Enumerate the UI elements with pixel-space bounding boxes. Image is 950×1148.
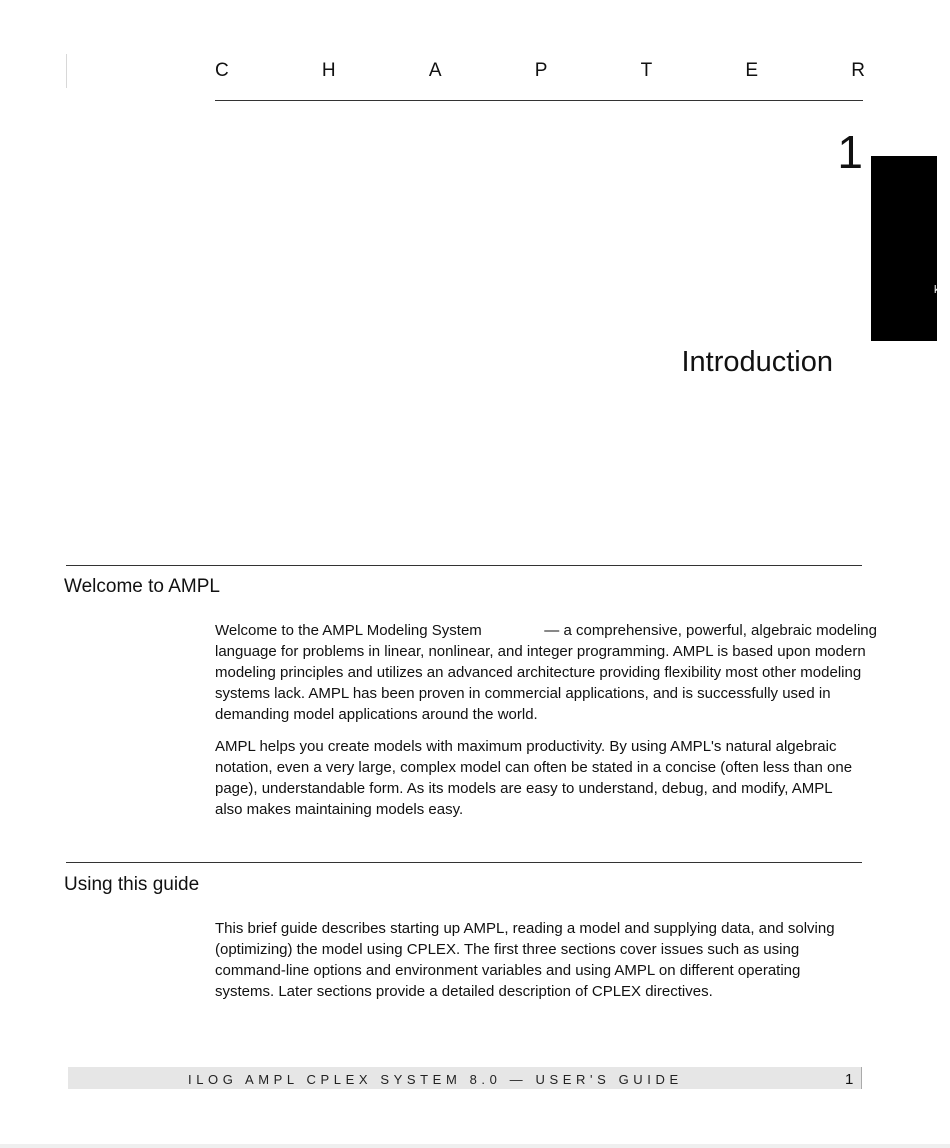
section-heading-using-guide: Using this guide bbox=[64, 874, 200, 895]
body-paragraph: Welcome to the AMPL Modeling System — a comprehensive, powerful, algebraic modeling language for problems in linear, nonlinear, and integer programming. AMPL is based upon modern modeling principles and utilizes an advanced architecture providing flexibility most other modeling systems lack. AMPL has been proven in commercial applications, and is successfully used in demanding model applications around the world. bbox=[215, 622, 877, 723]
thumb-tab-mark: k bbox=[934, 284, 940, 296]
section-rule bbox=[66, 565, 862, 566]
chapter-letter: E bbox=[745, 60, 759, 81]
chapter-letter: A bbox=[428, 60, 442, 81]
chapter-letter: H bbox=[321, 60, 336, 81]
chapter-letter: P bbox=[534, 60, 548, 81]
body-paragraph: This brief guide describes starting up AMPL, reading a model and supplying data, and solving (optimizing) the model using CPLEX. The first three sections cover issues such as using command-line options and environment variables and using AMPL on different operating systems. Later sections provide a detailed description of CPLEX directives. bbox=[215, 920, 835, 1000]
chapter-letter: R bbox=[851, 60, 865, 81]
footer-edge bbox=[861, 1067, 862, 1089]
section-rule bbox=[66, 862, 862, 863]
chapter-letter: C bbox=[215, 60, 229, 81]
page-bottom-edge bbox=[0, 1144, 950, 1148]
section-heading-welcome: Welcome to AMPL bbox=[64, 576, 220, 597]
chapter-label bbox=[215, 60, 865, 82]
footer-running-title: ILOG AMPL CPLEX SYSTEM 8.0 — USER'S GUIDE bbox=[188, 1072, 683, 1087]
body-paragraph: AMPL helps you create models with maximum productivity. By using AMPL's natural algebraic notation, even a very large, complex model can often be stated in a concise (often less than one page), understandable form. As its models are easy to understand, debug, and modify, AMPL also makes maintaining models easy. bbox=[215, 738, 853, 818]
footer-page-number: 1 bbox=[845, 1071, 854, 1088]
chapter-title: Introduction bbox=[681, 346, 833, 378]
chapter-letter: T bbox=[640, 60, 653, 81]
margin-tick bbox=[66, 54, 67, 88]
chapter-number: 1 bbox=[837, 126, 863, 178]
chapter-rule bbox=[215, 100, 863, 101]
chapter-thumb-tab bbox=[871, 156, 937, 341]
